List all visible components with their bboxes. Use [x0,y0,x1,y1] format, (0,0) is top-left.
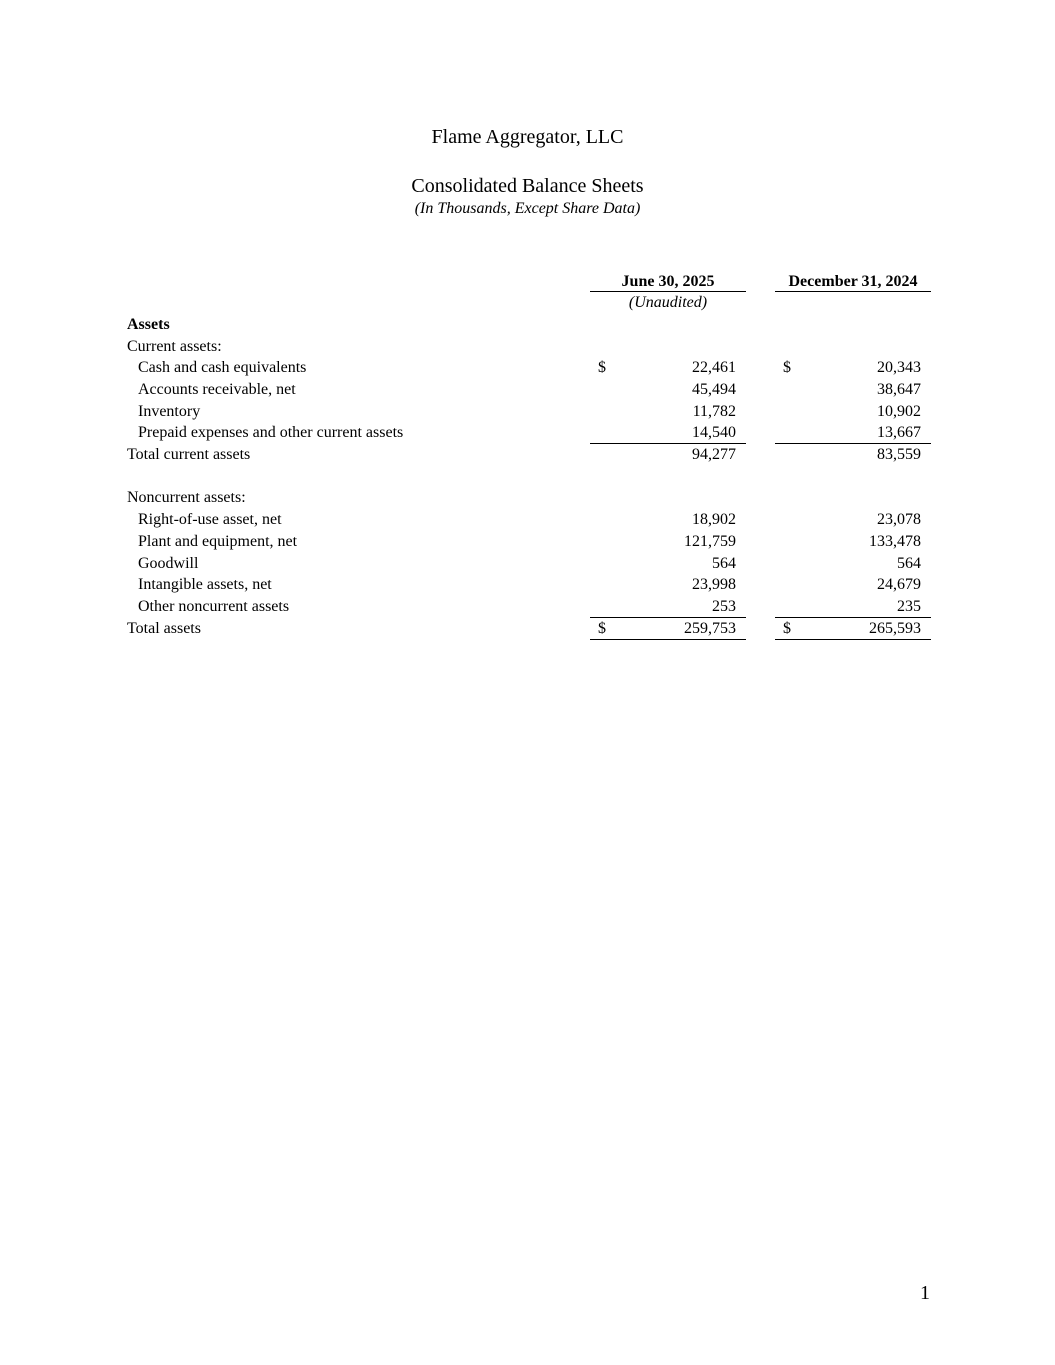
value-cell-2024 [775,596,931,618]
amount: 13,667 [877,424,921,441]
row-label: Total current assets [127,446,251,463]
current-assets-heading: Current assets: [127,338,222,355]
amount: 83,559 [877,446,921,463]
value-cell-2024 [775,553,931,574]
amount: 121,759 [684,533,736,550]
statement-title: Consolidated Balance Sheets [411,175,644,197]
value-cell-2024 [775,444,931,465]
amount: 265,593 [869,620,921,637]
value-cell-2025 [590,553,746,574]
assets-heading-row [0,314,1055,336]
value-cell-2025 [590,357,746,378]
page-number: 1 [920,1282,930,1304]
amount: 564 [897,555,921,572]
table-row [0,422,1055,444]
row-label: Right-of-use asset, net [138,511,282,528]
currency-symbol: $ [783,620,791,637]
amount: 133,478 [869,533,921,550]
amount: 94,277 [692,446,736,463]
row-label: Other noncurrent assets [138,598,290,615]
amount: 564 [712,555,736,572]
value-cell-2025 [590,574,746,595]
table-row [0,401,1055,423]
amount: 38,647 [877,381,921,398]
row-label: Plant and equipment, net [138,533,298,550]
value-cell-2025 [590,379,746,400]
value-cell-2024 [775,379,931,400]
subtotal-row [0,444,1055,466]
value-cell-2024 [775,509,931,530]
column-header-june-2025: June 30, 2025 [590,272,746,292]
table-row [0,574,1055,596]
row-label: Accounts receivable, net [138,381,296,398]
row-label: Goodwill [138,555,199,572]
value-cell-2024 [775,618,931,640]
table-row [0,357,1055,379]
amount: 45,494 [692,381,736,398]
noncurrent-assets-heading-row [0,487,1055,509]
value-cell-2025 [590,401,746,422]
amount: 11,782 [692,403,736,420]
column-header-december-2024: December 31, 2024 [775,272,931,292]
amount: 18,902 [692,511,736,528]
row-label: Intangible assets, net [138,576,272,593]
noncurrent-assets-heading: Noncurrent assets: [127,489,246,506]
currency-symbol: $ [598,359,606,376]
row-label: Cash and cash equivalents [138,359,307,376]
currency-symbol: $ [598,620,606,637]
assets-heading: Assets [127,316,170,333]
company-name: Flame Aggregator, LLC [431,126,624,148]
value-cell-2024 [775,401,931,422]
row-label: Prepaid expenses and other current assets [138,424,404,441]
amount: 14,540 [692,424,736,441]
value-cell-2025 [590,596,746,618]
value-cell-2025 [590,531,746,552]
value-cell-2024 [775,422,931,444]
value-cell-2024 [775,357,931,378]
amount: 259,753 [684,620,736,637]
amount: 23,078 [877,511,921,528]
statement-subtitle: (In Thousands, Except Share Data) [414,200,641,217]
amount: 24,679 [877,576,921,593]
table-row [0,596,1055,618]
value-cell-2025 [590,422,746,444]
table-row [0,553,1055,575]
amount: 235 [897,598,921,615]
value-cell-2025 [590,509,746,530]
amount: 10,902 [877,403,921,420]
value-cell-2024 [775,531,931,552]
table-row [0,379,1055,401]
amount: 22,461 [692,359,736,376]
value-cell-2025 [590,618,746,640]
row-label: Total assets [127,620,201,637]
table-row [0,509,1055,531]
current-assets-heading-row [0,336,1055,358]
value-cell-2024 [775,574,931,595]
amount: 23,998 [692,576,736,593]
total-row [0,618,1055,640]
row-label: Inventory [138,403,201,420]
currency-symbol: $ [783,359,791,376]
amount: 253 [712,598,736,615]
value-cell-2025 [590,444,746,465]
table-row [0,531,1055,553]
unaudited-note: (Unaudited) [628,294,708,311]
amount: 20,343 [877,359,921,376]
